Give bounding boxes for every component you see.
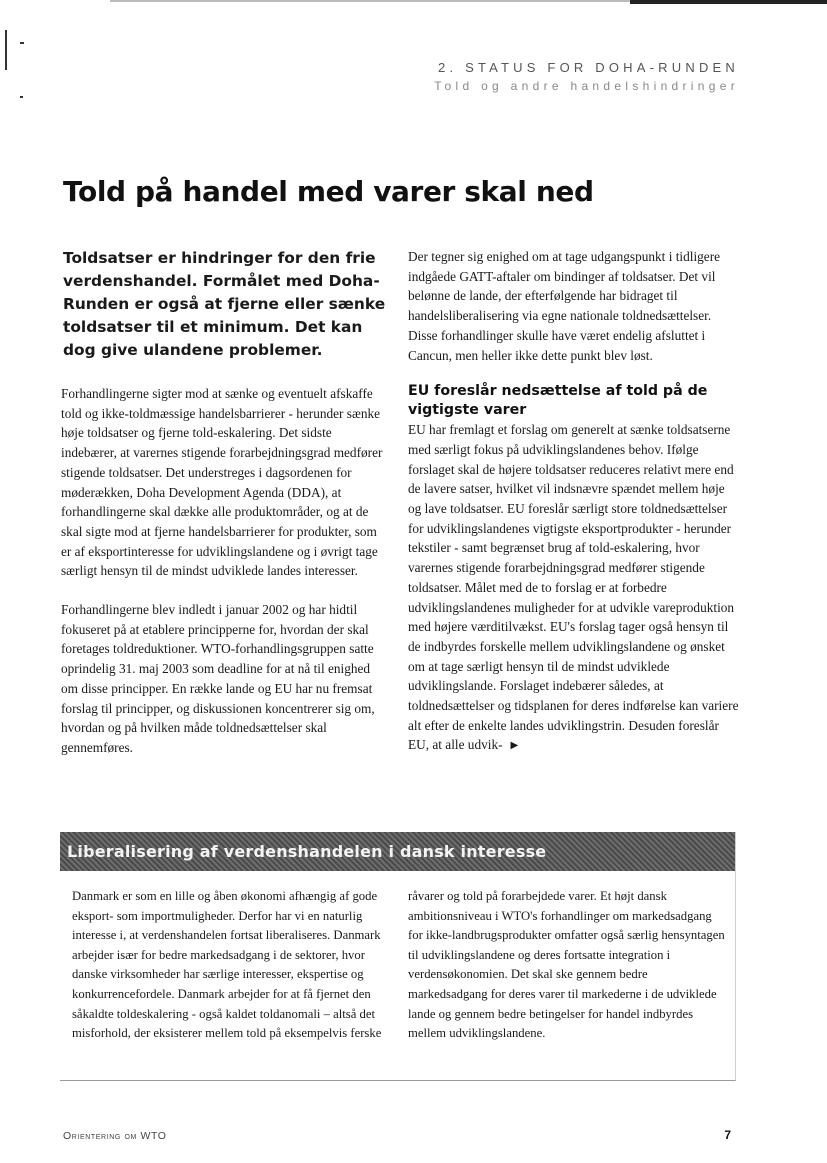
info-box-paragraph: Danmark er som en lille og åben økonomi afhængig af gode eksport- som importmuligheder. Derfor har vi en naturlig interesse i, at verdenshandelen fortsat liberaliseres. Danmark arbejder især for bedre markedsadgang i de sektorer, hvor danske virksomheder har særlige interesser, ekspertise og konkurrencefordele. Danmark arbejder for at få fjernet den såkaldte toldeskalering - også kaldet toldanomali – altså det misforhold, der eksisterer mellem told på eksempelvis ferske <box>72 889 382 1041</box>
info-box-left-column <box>72 887 390 1044</box>
body-paragraph: Forhandlingerne blev indledt i januar 2002 og har hidtil fokuseret på at etablere principperne for, hvordan der skal foretages toldreduktioner. WTO-forhandlingsgruppen satte oprindelig 31. maj 2003 som deadline for at nå til enighed om disse principper. En række lande og EU har nu fremsat forslag til principper, og diskussionen koncentrerer sig om, hvordan og på hvilken måde toldnedsættelser skal gennemføres. <box>61 602 375 755</box>
body-paragraph: Forhandlingerne sigter mod at sænke og eventuelt afskaffe told og ikke-toldmæssige handelsbarrierer - herunder sænke høje toldsatser og fjerne told-eskalering. Det sidste indebærer, at varernes stigende forarbejdningsgrad medfører stigende toldsatser. Det understreges i dagsordenen for møderækken, Doha Development Agenda (DDA), at forhandlingerne skal dække alle produktområder, og at de skal sigte mod at fjerne handelsbarrierer for produkter, som er af eksportinteresse for udviklingslandene og i øvrigt tage særligt hensyn til de mindst udviklede landes interesser. <box>61 386 383 579</box>
info-box-header <box>60 832 735 871</box>
right-column <box>408 247 740 756</box>
lead-paragraph: Toldsatser er hindringer for den frie verdenshandel. Formålet med Doha-Runden er også at fjerne eller sænke toldsatser til et minimum. Det kan dog give ulandene problemer. <box>63 249 386 359</box>
scan-edge-artifact <box>0 0 827 10</box>
section-subheading: EU foreslår nedsættelse af told på de vigtigste varer <box>408 383 708 419</box>
info-box-paragraph: råvarer og told på forarbejdede varer. Et højt dansk ambitionsniveau i WTO's forhandlinger om markedsadgang for ikke-landbrugsprodukter omfatter også særlig hensyntagen til udviklingslandene og deres fortsatte integration i verdensøkonomien. Det skal ske gennem bedre markedsadgang for deres varer til markederne i de udviklede lande og gennem bedre betingelser for handel indbyrdes mellem udviklingslandene. <box>408 889 725 1041</box>
info-box <box>60 832 736 1081</box>
left-column <box>61 384 384 758</box>
running-header <box>434 60 739 93</box>
scan-margin-mark <box>20 42 24 44</box>
section-heading: 2. STATUS FOR DOHA-RUNDEN <box>438 60 739 75</box>
body-paragraph-text: EU har fremlagt et forslag om generelt at sænke toldsatserne med særligt fokus på udviklingslandenes behov. Ifølge forslaget skal de højere toldsatser reduceres relativt mere end de lavere satser, hvilket vil indsnævre spændet mellem høje og lave toldsatser. EU foreslår særligt store toldnedsættelser for udviklingslandenes vigtigste eksportprodukter - herunder tekstiler - samt begrænset brug af told-eskalering, hvor varernes stigende forarbejdningsgrad medfører stigende toldsatser. Målet med de to forslag er at forbedre udviklingslandenes muligheder for at udvikle vareproduktion med højere værditilvækst. EU's forslag tager også hensyn til de indbyrdes forskelle mellem udviklingslandene og ønsket om at tage særligt hensyn til de mindst udviklede udviklingslande. Forslaget indebærer således, at toldnedsættelser og tidsplanen for deres indførelse kan variere alt efter de enkelte landes udviklingstrin. Desuden foreslår EU, at alle udvik- <box>408 422 739 753</box>
scan-margin-mark <box>5 30 7 70</box>
page-title: Told på handel med varer skal ned <box>63 175 594 208</box>
subsection-heading: Told og andre handelshindringer <box>434 79 739 93</box>
scan-margin-mark <box>20 96 23 98</box>
info-box-right-column <box>408 887 726 1044</box>
triangle-right-icon: ▶ <box>510 740 519 752</box>
body-paragraph <box>408 420 740 756</box>
body-paragraph: Der tegner sig enighed om at tage udgangspunkt i tidligere indgåede GATT-aftaler om bindinger af toldsatser. Det vil belønne de lande, der efterfølgende har bidraget til handelsliberalisering via egne nationale toldnedsættelser. Disse forhandlinger skulle have været endelig afsluttet i Cancun, men heller ikke dette punkt blev løst. <box>408 249 721 363</box>
info-box-title: Liberalisering af verdenshandelen i dansk interesse <box>67 842 547 861</box>
footer-publication-title: Orientering om WTO <box>63 1130 167 1142</box>
page-number: 7 <box>724 1128 731 1142</box>
